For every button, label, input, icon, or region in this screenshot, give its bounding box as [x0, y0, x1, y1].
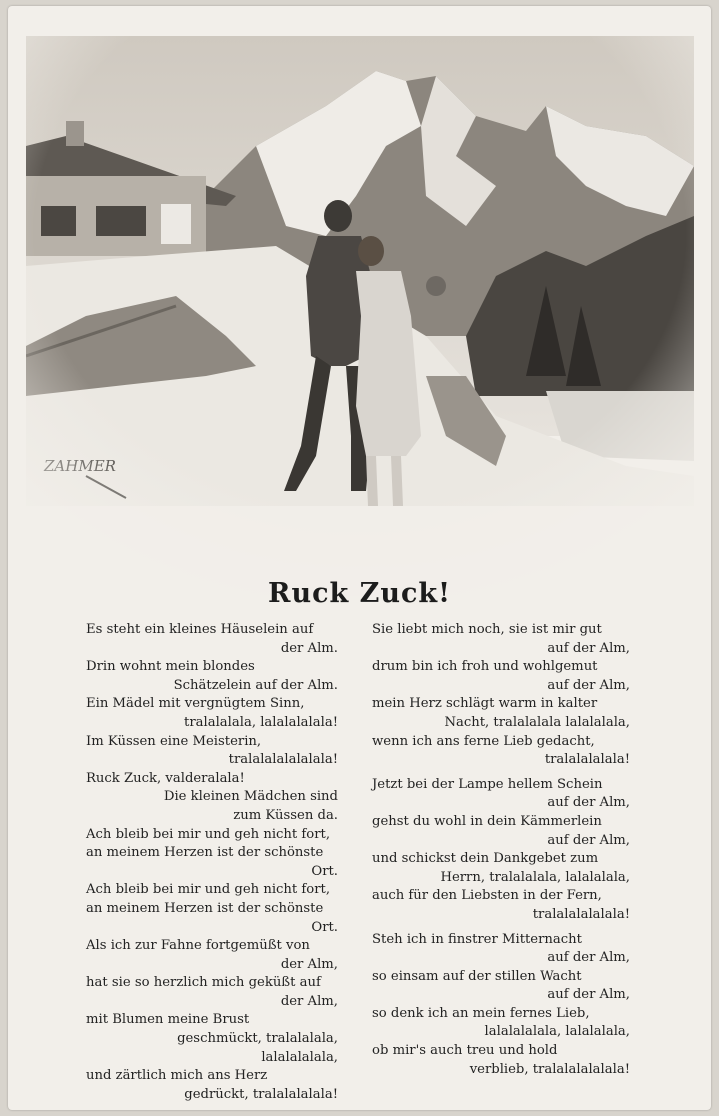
- lyric-line: auf der Alm,: [547, 987, 630, 1003]
- lyric-line: so einsam auf der stillen Wacht: [372, 968, 582, 984]
- lyric-line: Ein Mädel mit vergnügtem Sinn,: [86, 696, 305, 712]
- lyric-line: drum bin ich froh und wohlgemut: [372, 659, 598, 675]
- lyric-line: zum Küssen da.: [233, 807, 338, 823]
- lyric-line: der Alm,: [280, 956, 338, 972]
- lyric-line: auf der Alm,: [547, 950, 630, 966]
- song-title: Ruck Zuck!: [268, 578, 451, 609]
- lyric-line: Drin wohnt mein blondes: [86, 659, 255, 675]
- lyric-line: lalalalalala,: [261, 1049, 338, 1065]
- lyric-line: Ort.: [311, 863, 338, 879]
- lyric-line: mit Blumen meine Brust: [86, 1012, 250, 1028]
- lyric-line: ob mir's auch treu und hold: [372, 1043, 558, 1059]
- lyrics-left-column: [86, 621, 338, 1104]
- lyric-line: hat sie so herzlich mich geküßt auf: [86, 975, 321, 991]
- lyric-line: Ruck Zuck, valderalala!: [86, 770, 245, 786]
- lyric-line: Jetzt bei der Lampe hellem Schein: [372, 776, 603, 792]
- lyric-line: tralalalalalalala!: [228, 752, 338, 768]
- lyric-line: gedrückt, tralalalalala!: [184, 1086, 338, 1102]
- lyric-line: der Alm,: [280, 993, 338, 1009]
- lyric-line: der Alm.: [280, 640, 338, 656]
- lyric-line: mein Herz schlägt warm in kalter: [372, 696, 598, 712]
- lyric-line: so denk ich an mein fernes Lieb,: [372, 1005, 590, 1021]
- lyric-line: auf der Alm,: [547, 677, 630, 693]
- lyric-line: Die kleinen Mädchen sind: [163, 789, 338, 805]
- lyric-line: lalalalalala, lalalalala,: [484, 1024, 630, 1040]
- lyric-line: Nacht, tralalalala lalalalala,: [444, 714, 630, 730]
- illustration: [26, 36, 694, 596]
- lyric-line: Steh ich in finstrer Mitternacht: [372, 931, 582, 947]
- lyric-line: wenn ich ans ferne Lieb gedacht,: [372, 733, 595, 749]
- lyric-line: geschmückt, tralalalala,: [177, 1031, 338, 1047]
- lyric-line: und zärtlich mich ans Herz: [86, 1068, 268, 1084]
- lyric-line: und schickst dein Dankgebet zum: [372, 851, 599, 867]
- lyric-line: Im Küssen eine Meisterin,: [86, 733, 262, 749]
- lyric-line: Ort.: [311, 919, 338, 935]
- lyric-line: an meinem Herzen ist der schönste: [86, 900, 324, 916]
- lyric-line: an meinem Herzen ist der schönste: [86, 845, 324, 861]
- lyric-line: Es steht ein kleines Häuselein auf: [86, 622, 314, 637]
- lyric-line: auf der Alm,: [547, 795, 630, 811]
- lyric-line: verblieb, tralalalalalala!: [469, 1061, 630, 1077]
- lyric-line: Ach bleib bei mir und geh nicht fort,: [86, 826, 331, 842]
- lyric-line: auf der Alm,: [547, 832, 630, 848]
- lyric-line: tralalalala, lalalalalala!: [184, 714, 338, 730]
- lyric-line: auch für den Liebsten in der Fern,: [372, 888, 602, 904]
- lyric-line: auf der Alm,: [547, 640, 630, 656]
- lyric-line: gehst du wohl in dein Kämmerlein: [372, 813, 602, 829]
- lyric-line: Als ich zur Fahne fortgemüßt von: [86, 938, 310, 954]
- lyric-line: tralalalalalala!: [532, 906, 630, 922]
- lyric-line: Herrn, tralalalala, lalalalala,: [440, 869, 630, 885]
- postcard: [8, 6, 711, 1110]
- alpine-scene-illustration: [26, 36, 694, 596]
- lyrics-right-column: [372, 621, 630, 1079]
- lyric-line: Schätzelein auf der Alm.: [173, 677, 338, 693]
- lyric-line: tralalalalala!: [544, 752, 630, 768]
- lyric-line: Ach bleib bei mir und geh nicht fort,: [86, 882, 331, 898]
- lyric-line: Sie liebt mich noch, sie ist mir gut: [372, 622, 602, 637]
